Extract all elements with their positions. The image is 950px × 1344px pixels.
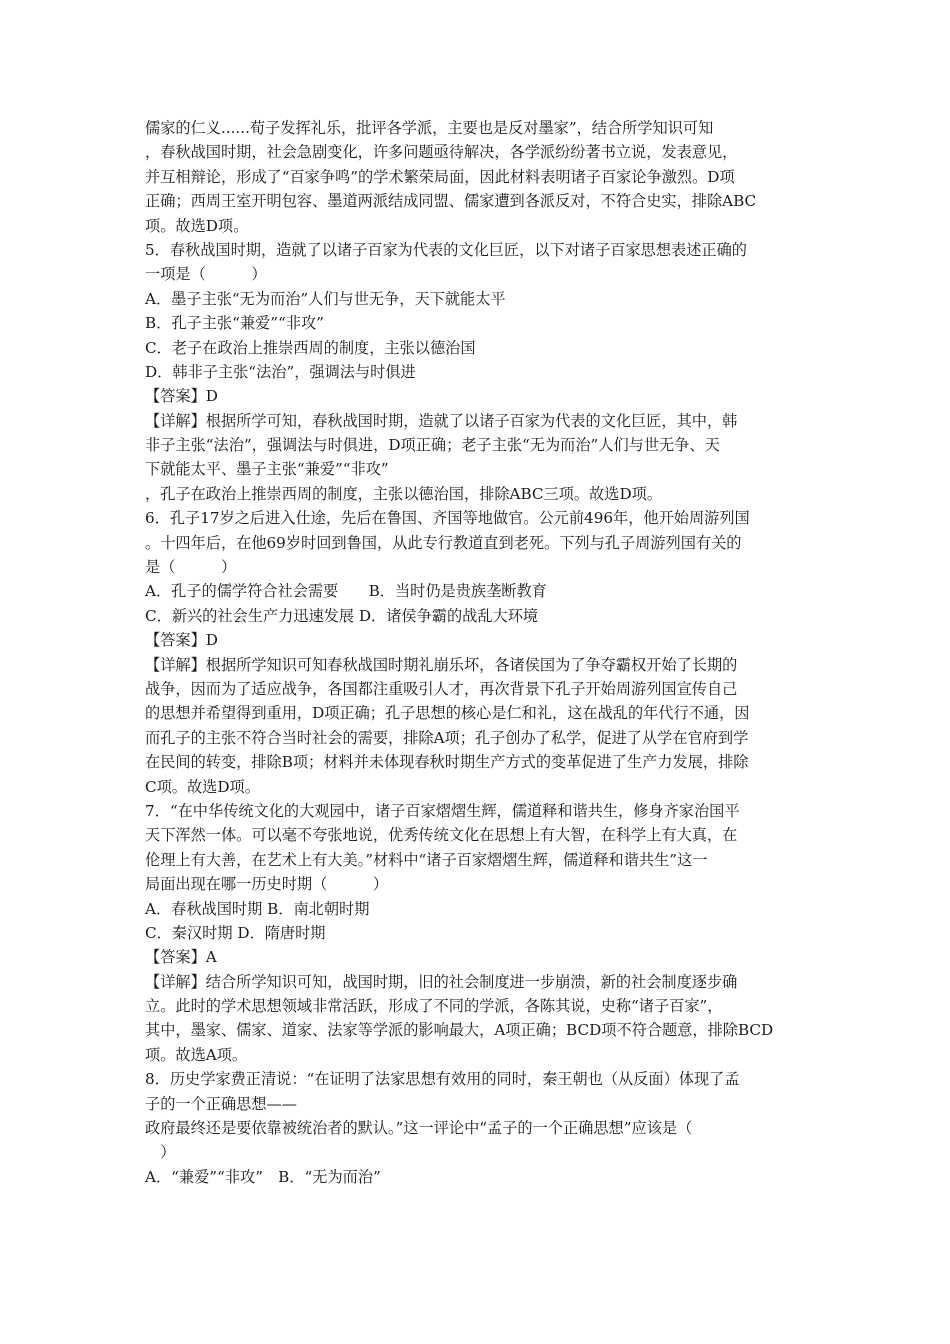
question-8-stem: ） (145, 1143, 176, 1162)
question-8-options-ab: A．“兼爱”“非攻” B．“无为而治” (145, 1167, 381, 1186)
question-6-options-ab: A．孔子的儒学符合社会需要 B．当时仍是贵族垄断教育 (145, 582, 547, 601)
question-5-explanation: 非子主张“法治”，强调法与时俱进，D项正确；老子主张“无为而治”人们与世无争、天 (145, 436, 720, 455)
text-line: 儒家的仁义......荀子发挥礼乐，批评各学派，主要也是反对墨家”，结合所学知识可知 (145, 119, 714, 137)
question-6-explanation: 战争，因而为了适应战争，各国都注重吸引人才，再次背景下孔子开始周游列国宣传自己 (145, 679, 738, 698)
question-6-explanation: 在民间的转变，排除B项；材料并未体现春秋时期生产方式的变革促进了生产力发展，排除 (145, 753, 749, 772)
question-5-stem: 一项是（ ） (145, 265, 267, 284)
question-5-option-c: C．老子在政治上推崇西周的制度，主张以德治国 (145, 338, 476, 357)
question-6-explanation: 【详解】根据所学知识可知春秋战国时期礼崩乐坏，各诸侯国为了争夺霸权开始了长期的 (145, 655, 738, 674)
question-8-stem: 子的一个正确思想—— (145, 1094, 297, 1113)
question-6-stem: 。十四年后，在他69岁时回到鲁国，从此专行教道直到老死。下列与孔子周游列国有关的 (145, 533, 742, 552)
question-7-stem: 天下浑然一体。可以毫不夸张地说，优秀传统文化在思想上有大智，在科学上有大真，在 (145, 826, 738, 845)
question-7-explanation: 项。故选A项。 (145, 1045, 248, 1064)
question-7-explanation: 【详解】结合所学知识可知，战国时期，旧的社会制度进一步崩溃，新的社会制度逐步确 (145, 972, 738, 991)
question-5-option-a: A．墨子主张“无为而治”人们与世无争，天下就能太平 (145, 289, 506, 308)
question-6-stem: 是（ ） (145, 558, 237, 577)
question-8-stem: 8．历史学家费正清说：“在证明了法家思想有效用的同时，秦王朝也（从反面）体现了孟 (145, 1070, 740, 1089)
question-6-explanation: C项。故选D项。 (145, 777, 260, 796)
question-7-options-ab: A．春秋战国时期 B．南北朝时期 (145, 899, 370, 918)
question-7-answer: 【答案】A (145, 948, 217, 967)
text-line: 正确；西周王室开明包容、墨道两派结成同盟、儒家遭到各派反对，不符合史实，排除ABC (145, 192, 757, 211)
question-6-explanation: 的思想并希望得到重用，D项正确；孔子思想的核心是仁和礼，这在战乱的年代行不通，因 (145, 704, 750, 723)
text-line: 项。故选D项。 (145, 216, 249, 235)
document-page (145, 116, 817, 1189)
question-5-stem: 5．春秋战国时期，造就了以诸子百家为代表的文化巨匠，以下对诸子百家思想表述正确的 (145, 240, 747, 259)
question-5-option-b: B．孔子主张“兼爱”“非攻” (145, 314, 324, 333)
question-7-explanation: 其中，墨家、儒家、道家、法家等学派的影响最大，A项正确；BCD项不符合题意，排除BCD (145, 1021, 774, 1040)
question-5-explanation: ，孔子在政治上推崇西周的制度，主张以德治国，排除ABC三项。故选D项。 (145, 484, 663, 503)
question-6-stem: 6．孔子17岁之后进入仕途，先后在鲁国、齐国等地做官。公元前496年，他开始周游列国 (145, 509, 750, 528)
question-6-explanation: 而孔子的主张不符合当时社会的需要，排除A项；孔子创办了私学，促进了从学在官府到学 (145, 728, 749, 747)
question-7-explanation: 立。此时的学术思想领域非常活跃，形成了不同的学派，各陈其说，史称“诸子百家”， (145, 997, 723, 1016)
question-7-options-cd: C．秦汉时期 D．隋唐时期 (145, 923, 326, 942)
question-5-option-d: D．韩非子主张“法治”，强调法与时俱进 (145, 362, 416, 381)
question-7-stem: 7．“在中华传统文化的大观园中，诸子百家熠熠生辉，儒道释和谐共生，修身齐家治国平 (145, 801, 740, 820)
question-5-answer: 【答案】D (145, 387, 218, 406)
question-7-stem: 局面出现在哪一历史时期（ ） (145, 875, 388, 894)
question-5-explanation: 下就能太平、墨子主张“兼爱”“非攻” (145, 460, 389, 479)
text-line: 并互相辩论，形成了“百家争鸣”的学术繁荣局面，因此材料表明诸子百家论争激烈。D项 (145, 167, 735, 186)
question-8-stem: 政府最终还是要依靠被统治者的默认。”这一评论中“孟子的一个正确思想”应该是（ (145, 1119, 693, 1138)
question-6-options-cd: C．新兴的社会生产力迅速发展 D．诸侯争霸的战乱大环境 (145, 606, 539, 625)
question-5-explanation: 【详解】根据所学可知，春秋战国时期，造就了以诸子百家为代表的文化巨匠，其中，韩 (145, 411, 738, 430)
question-7-stem: 伦理上有大善，在艺术上有大美。”材料中“诸子百家熠熠生辉，儒道释和谐共生”这一 (145, 850, 708, 869)
question-6-answer: 【答案】D (145, 631, 218, 650)
text-line: ，春秋战国时期，社会急剧变化，许多问题亟待解决，各学派纷纷著书立说，发表意见， (145, 143, 738, 162)
